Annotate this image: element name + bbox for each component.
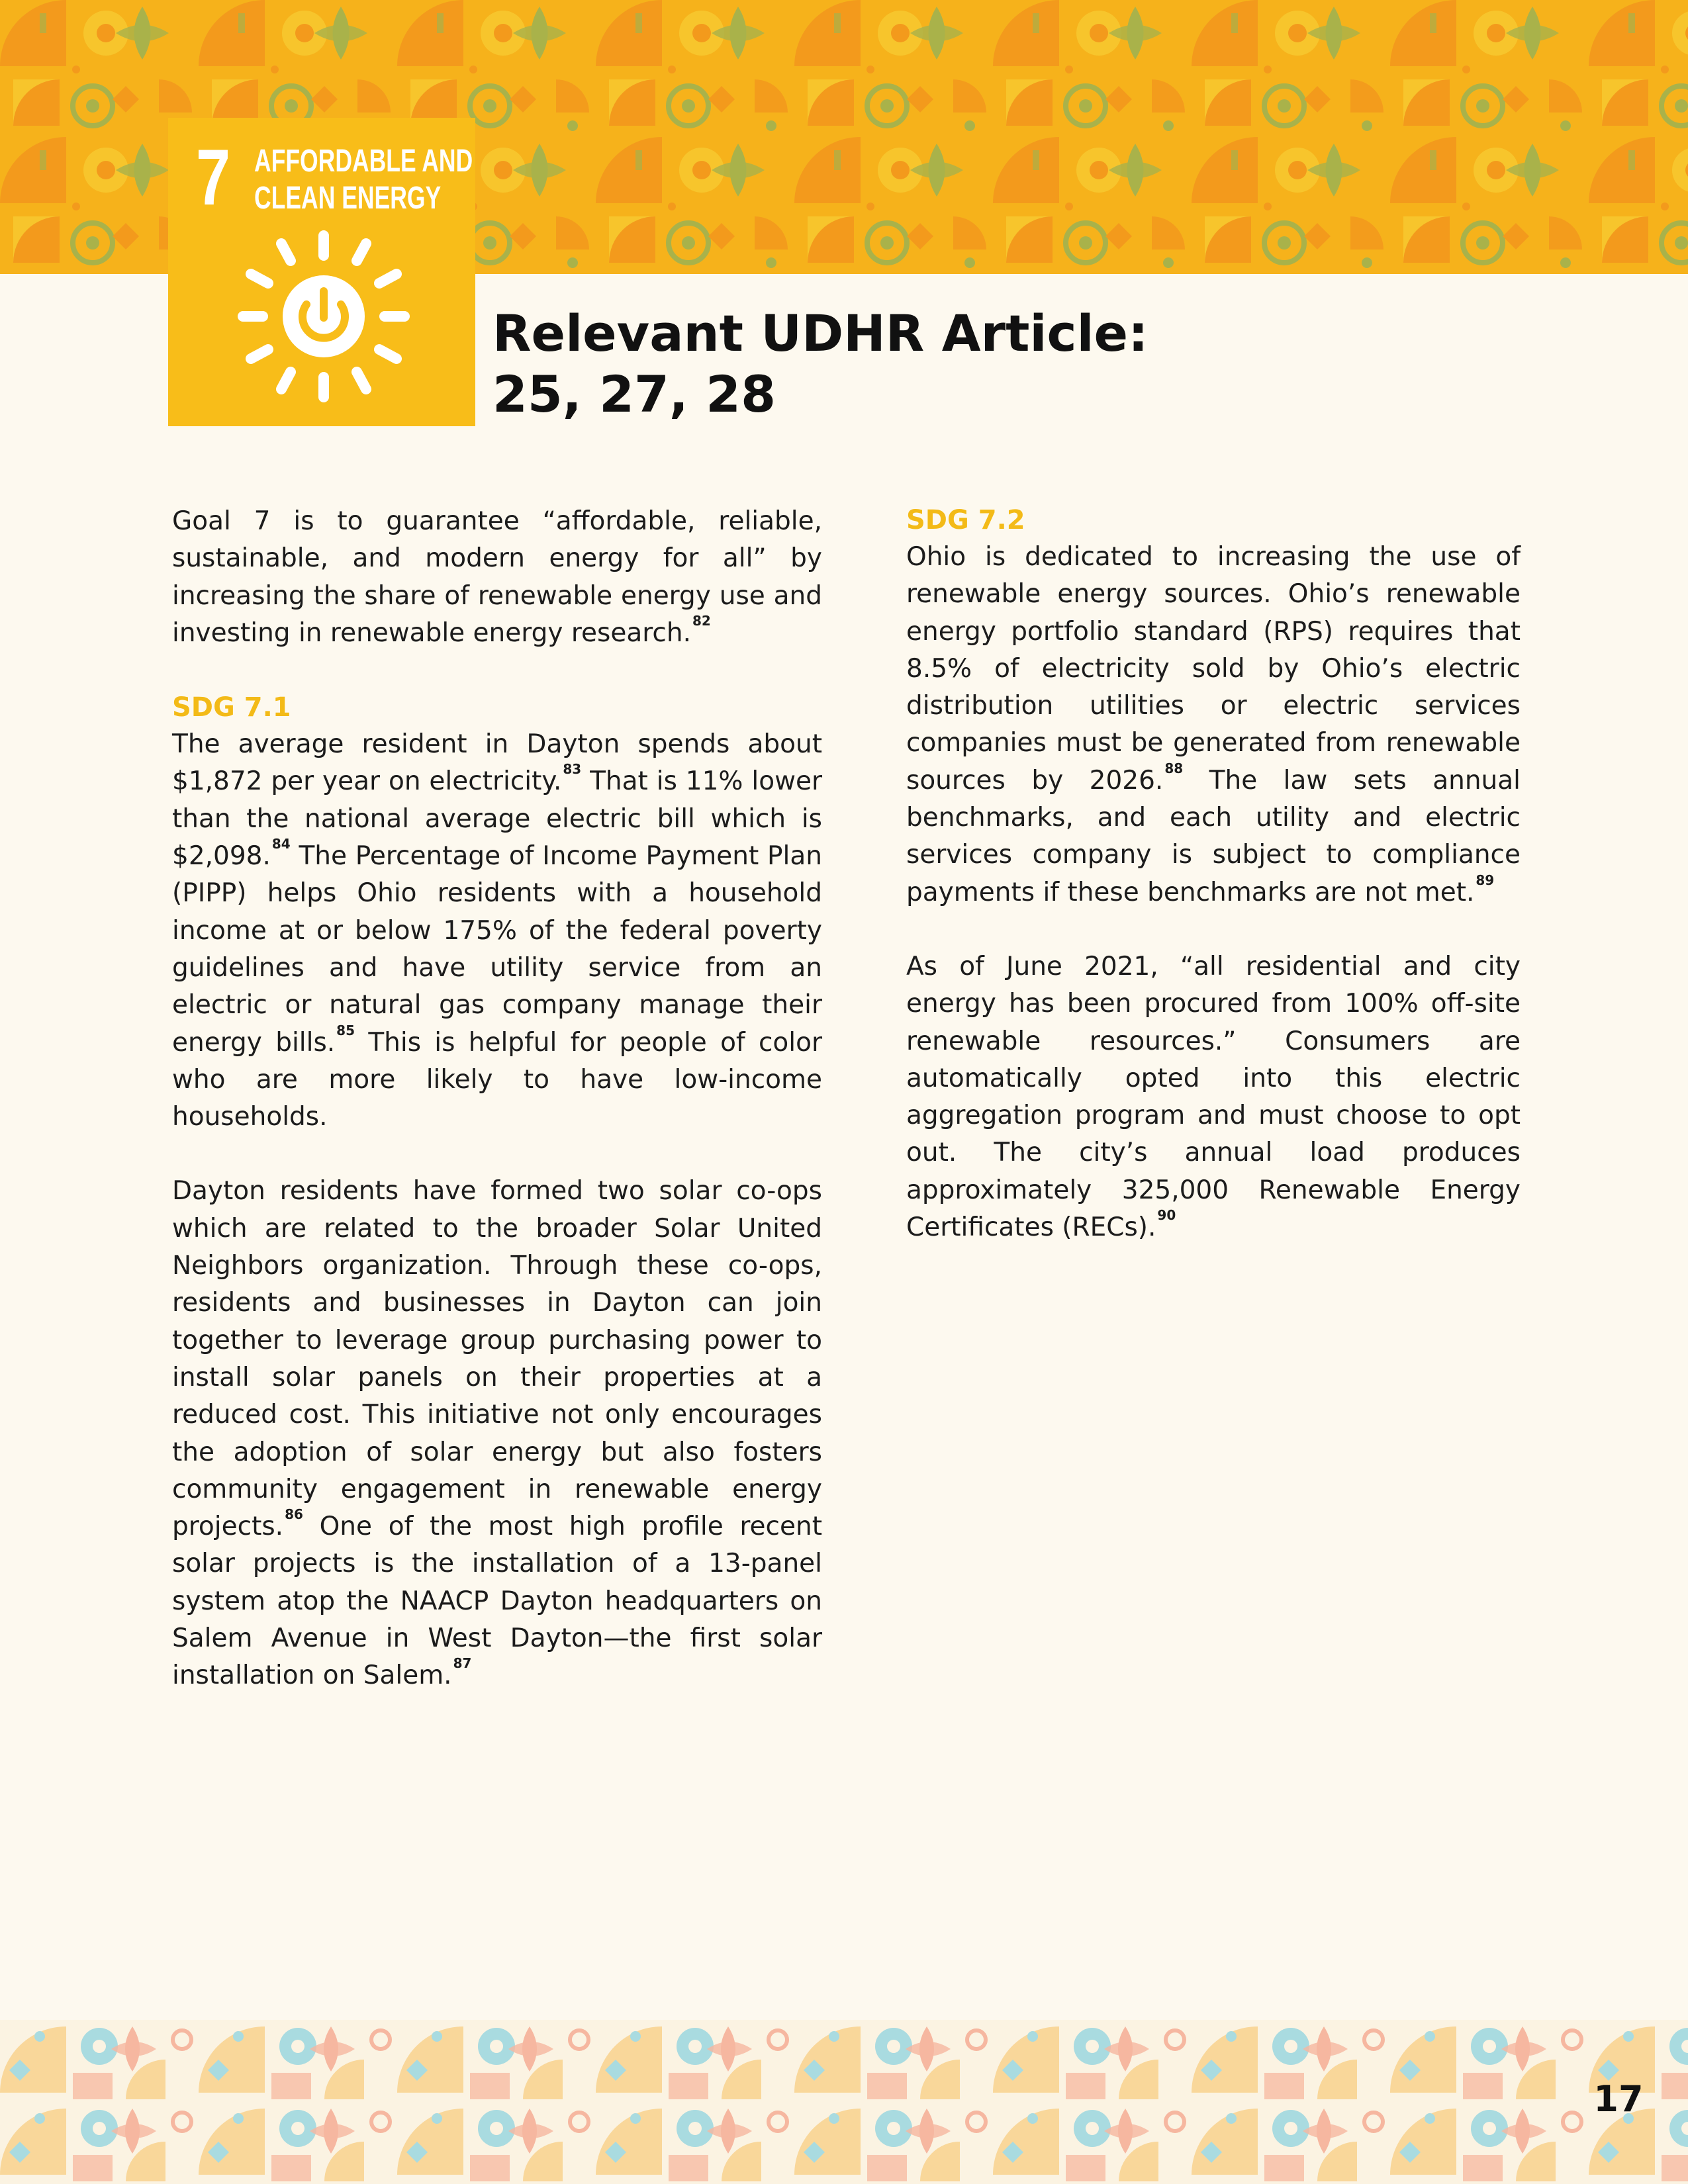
- pastel-pattern-graphic: [0, 2020, 1688, 2184]
- sdg-7-2-section: [906, 502, 1521, 911]
- bottom-pattern-banner: [0, 2020, 1688, 2184]
- footnote-ref: 86: [285, 1506, 303, 1523]
- sdg-number: 7: [196, 133, 231, 222]
- page-title-line1: Relevant UDHR Article:: [492, 304, 1149, 363]
- intro-section: [172, 503, 822, 652]
- solar-coops-paragraph: Dayton residents have formed two solar co-ops which are related to the broader Solar United Neighbors organization. Through these co-ops, residents and businesses in Dayton can join together to leverage group purchasing power to install solar panels on their properties at a reduced cost. This initiative not only encourages the adoption of solar energy but also fosters community engagement in renewable energy projects. $^{86}$ One of the most high profile recent solar projects is the installation of a 13-panel system atop the NAACP Dayton headquarters on Salem Avenue in West Dayton—the first solar installation on Salem. $^{87}$: [172, 1176, 822, 1691]
- left-column: [172, 503, 822, 1695]
- right-column: [906, 502, 1521, 1246]
- sdg-7-1-section: [172, 689, 822, 1136]
- sdg-title-line1: AFFORDABLE AND: [254, 144, 473, 179]
- sdg-7-1-paragraph: The average resident in Dayton spends about $1,872 per year on electricity. $^{83}$ That is 11% lower than the national average electric bill which is $2,098. $^{84}$ The Percentage of Income Payment Plan (PIPP) helps Ohio residents with a household income at or below 175% of the federal poverty guidelines and have utility service from an electric or natural gas company manage their energy bills. $^{85}$ This is helpful for people of color who are more likely to have low-income households.: [172, 729, 822, 1132]
- footnote-ref: 84: [271, 836, 291, 852]
- sdg-7-2-heading: SDG 7.2: [906, 505, 1025, 535]
- sdg-7-1-heading: SDG 7.1: [172, 692, 291, 723]
- sdg-goal-tile: [168, 118, 475, 426]
- footnote-ref: 88: [1164, 760, 1184, 776]
- sdg-7-2-paragraph: Ohio is dedicated to increasing the use of renewable energy sources. Ohio’s renewable energy portfolio standard (RPS) requires that 8.5% of electricity sold by Ohio’s electric distribution utilities or electric services companies must be generated from renewable sources by 2026. $^{88}$ The law sets annual benchmarks, and each utility and electric services company is subject to compliance payments if these benchmarks are not met. $^{89}$: [906, 542, 1521, 907]
- page-title: [492, 303, 1419, 425]
- solar-coops-section: [172, 1173, 822, 1694]
- footnote-ref: 87: [453, 1655, 472, 1672]
- footnote-ref: 82: [692, 612, 711, 629]
- sdg-title: [254, 143, 473, 217]
- page-title-line2: 25, 27, 28: [492, 365, 776, 424]
- page-number: 17: [1593, 2078, 1644, 2120]
- footnote-ref: 89: [1476, 872, 1495, 888]
- footnote-ref: 85: [336, 1022, 355, 1038]
- june-2021-section: [906, 948, 1521, 1246]
- footnote-ref: 90: [1157, 1207, 1176, 1224]
- footnote-ref: 83: [563, 761, 582, 778]
- intro-paragraph: Goal 7 is to guarantee “affordable, reliable, sustainable, and modern energy for all” by increasing the share of renewable energy use and investing in renewable energy research. $^{82}$: [172, 506, 822, 648]
- sun-power-icon: [238, 230, 410, 402]
- sdg-title-line2: CLEAN ENERGY: [254, 181, 442, 216]
- june-2021-paragraph: As of June 2021, “all residential and city energy has been procured from 100% off-site renewable resources.” Consumers are automatically opted into this electric aggregation program and must choose to opt out. The city’s annual load produces approximately 325,000 Renewable Energy Certificates (RECs). $^{90}$: [906, 951, 1521, 1243]
